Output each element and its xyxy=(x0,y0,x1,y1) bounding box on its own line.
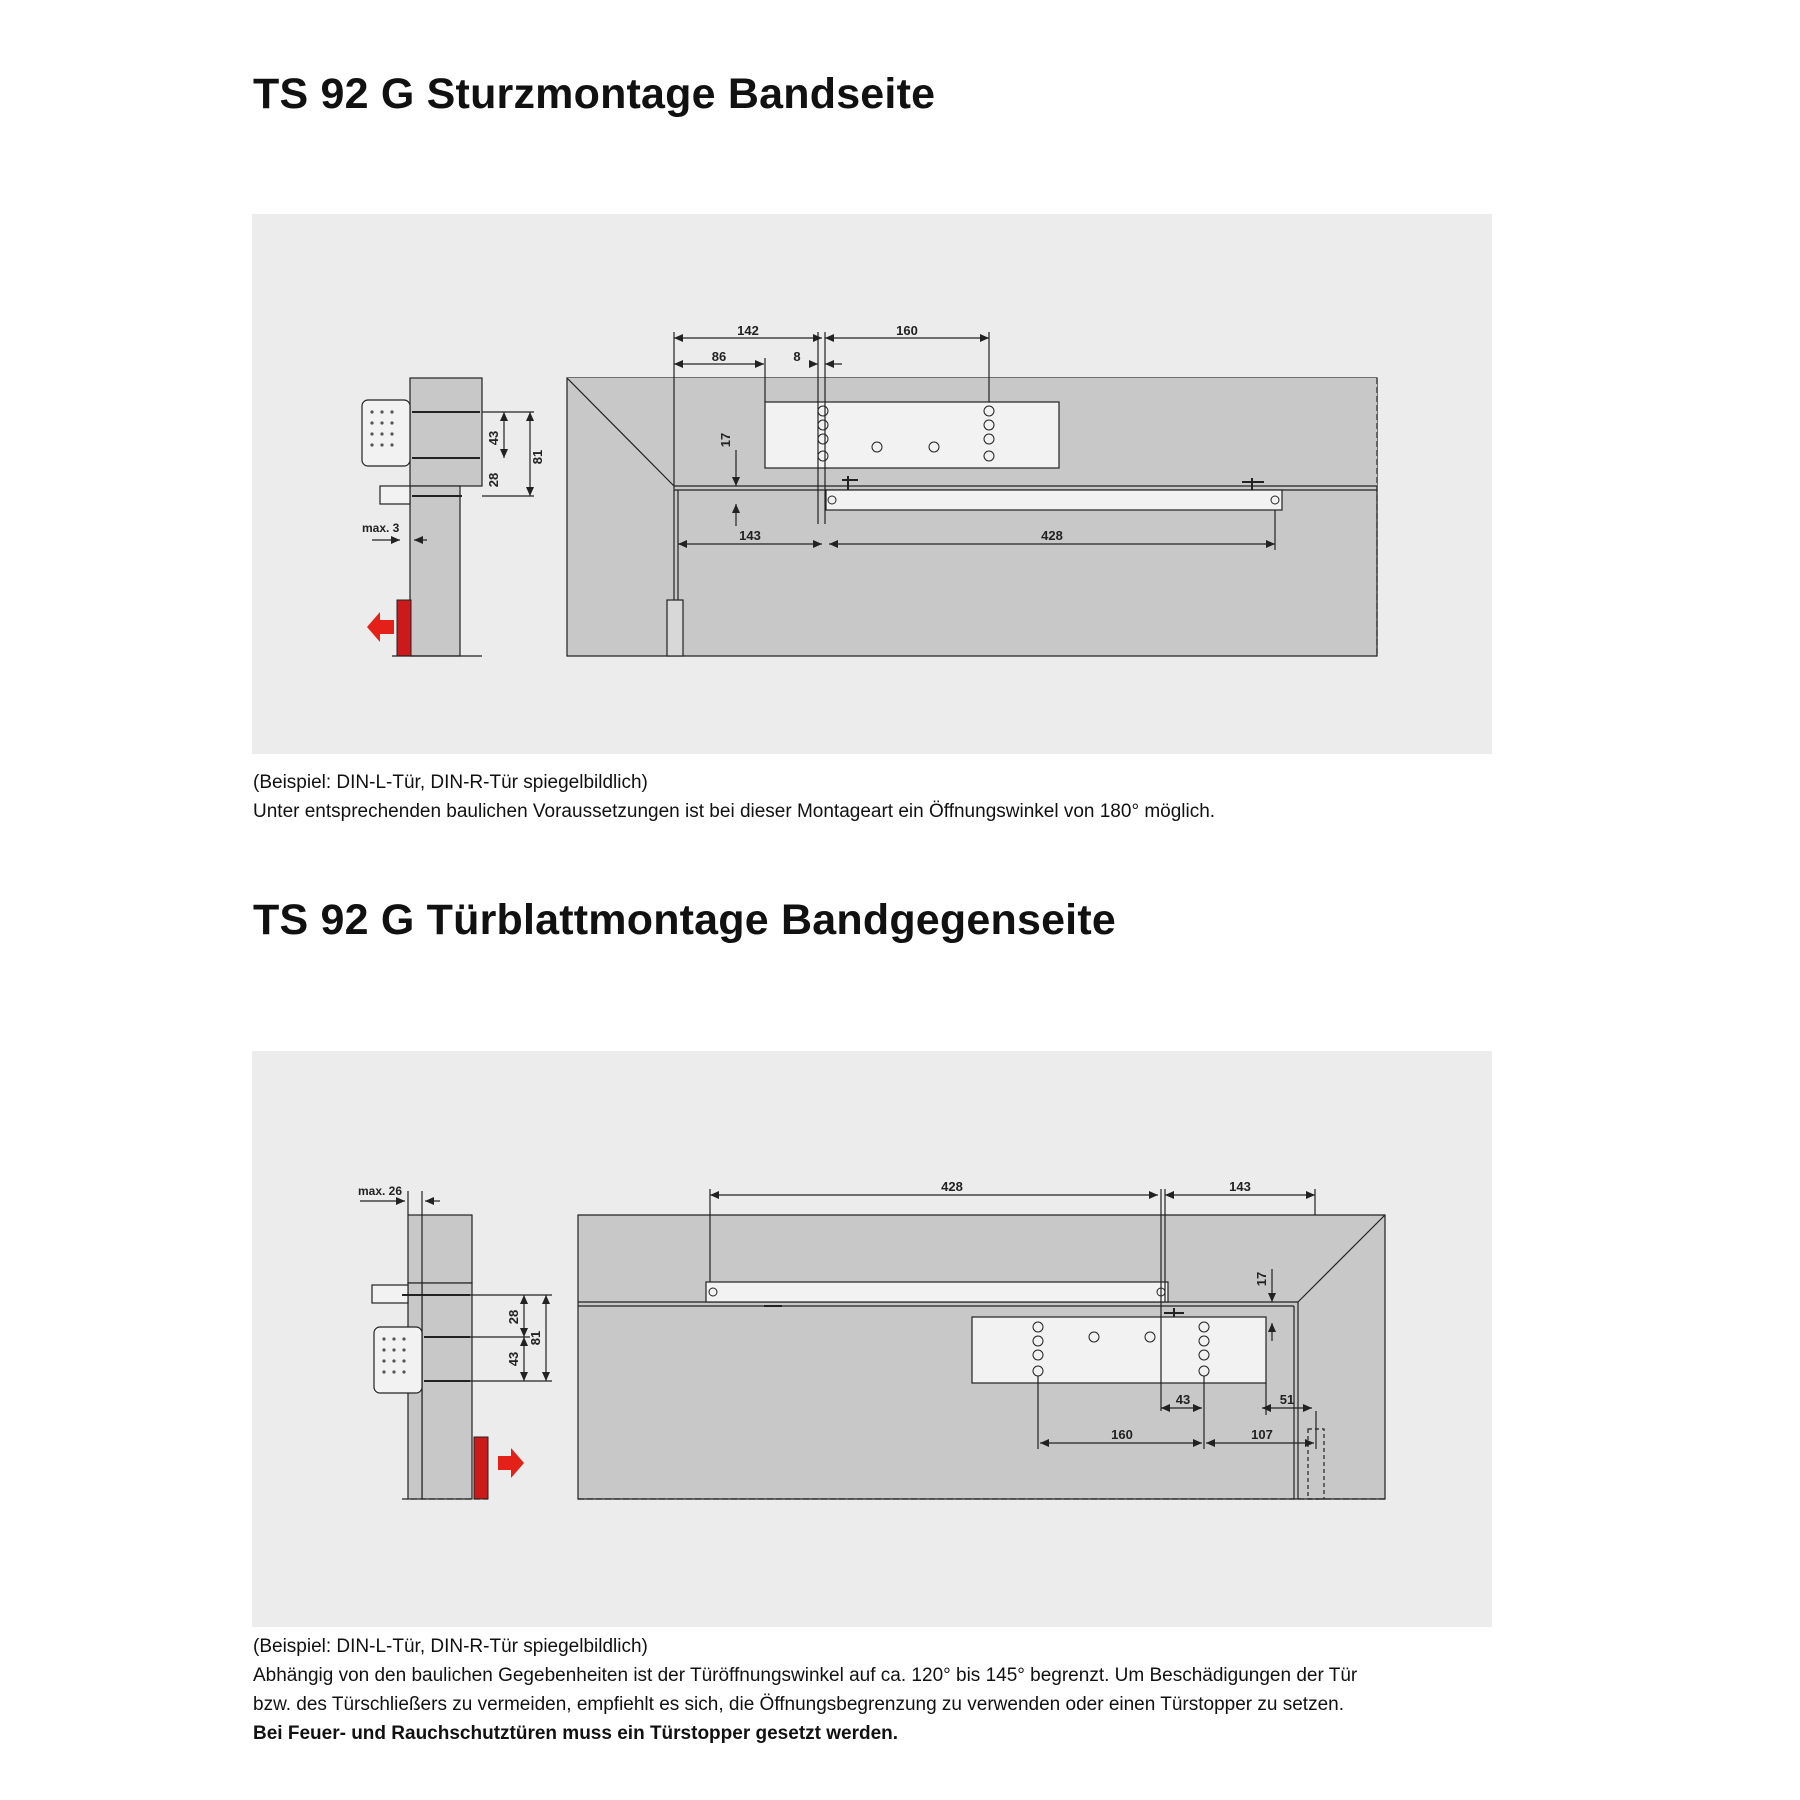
dim-107: 107 xyxy=(1251,1427,1273,1442)
diagram-sturzmontage xyxy=(252,214,1492,754)
diagram-tuerblattmontage xyxy=(252,1051,1492,1627)
section1-caption-line: Unter entsprechenden baulichen Voraussetzungen ist bei dieser Montageart ein Öffnungswinkel von 180° möglich. xyxy=(253,801,1216,822)
dim-428: 428 xyxy=(941,1179,963,1194)
section1-caption xyxy=(253,768,1553,826)
section2-title: TS 92 G Türblattmontage Bandgegenseite xyxy=(253,896,1116,944)
section1-caption-line: (Beispiel: DIN-L-Tür, DIN-R-Tür spiegelbildlich) xyxy=(253,772,648,793)
dim-81: 81 xyxy=(528,1330,543,1346)
dim-17: 17 xyxy=(1254,1271,1269,1287)
dim-43: 43 xyxy=(486,430,501,446)
dim-81: 81 xyxy=(530,449,545,465)
dim-28: 28 xyxy=(486,472,501,488)
hinge xyxy=(667,600,683,656)
dim-51: 51 xyxy=(1279,1392,1295,1407)
section2-caption xyxy=(253,1632,1553,1748)
dim-17: 17 xyxy=(718,432,733,448)
dim-160: 160 xyxy=(896,323,918,338)
dim-142: 142 xyxy=(737,323,759,338)
dim-8: 8 xyxy=(793,349,801,364)
section2-caption-line: Abhängig von den baulichen Gegebenheiten ist der Türöffnungswinkel auf ca. 120° bis 145° begrenzt. Um Beschädigungen der Tür xyxy=(253,1665,1358,1686)
dim-143: 143 xyxy=(739,528,761,543)
diagram1-svg xyxy=(252,214,1492,754)
dim-max26: max. 26 xyxy=(358,1184,403,1198)
opening-arrow-icon xyxy=(367,612,394,642)
dim-43-front: 43 xyxy=(1175,1392,1191,1407)
side-view-lintel xyxy=(362,378,482,656)
dim-43: 43 xyxy=(506,1351,521,1367)
side-view-door xyxy=(372,1215,524,1499)
dim-86: 86 xyxy=(711,349,727,364)
section1-title: TS 92 G Sturzmontage Bandseite xyxy=(253,70,936,118)
dim-428: 428 xyxy=(1041,528,1063,543)
dim-160: 160 xyxy=(1111,1427,1133,1442)
slide-rail-side xyxy=(380,486,410,504)
dim-143: 143 xyxy=(1229,1179,1251,1194)
diagram2-svg xyxy=(252,1051,1492,1627)
section2-caption-bold: Bei Feuer- und Rauchschutztüren muss ein Türstopper gesetzt werden. xyxy=(253,1723,899,1744)
opening-arrow-icon xyxy=(498,1448,524,1478)
section2-caption-line: bzw. des Türschließers zu vermeiden, empfiehlt es sich, die Öffnungsbegrenzung zu verwenden oder einen Türstopper zu setzen. xyxy=(253,1694,1344,1715)
door-leaf-red xyxy=(474,1437,488,1499)
closer-body-front xyxy=(765,402,1059,468)
section2-caption-line: (Beispiel: DIN-L-Tür, DIN-R-Tür spiegelbildlich) xyxy=(253,1636,648,1657)
dim-28: 28 xyxy=(506,1309,521,1325)
closer-body-side xyxy=(374,1327,422,1393)
closer-body-front xyxy=(972,1317,1266,1383)
dim-max3: max. 3 xyxy=(362,521,400,535)
door-leaf-red xyxy=(397,600,411,656)
closer-body-side xyxy=(362,400,410,466)
